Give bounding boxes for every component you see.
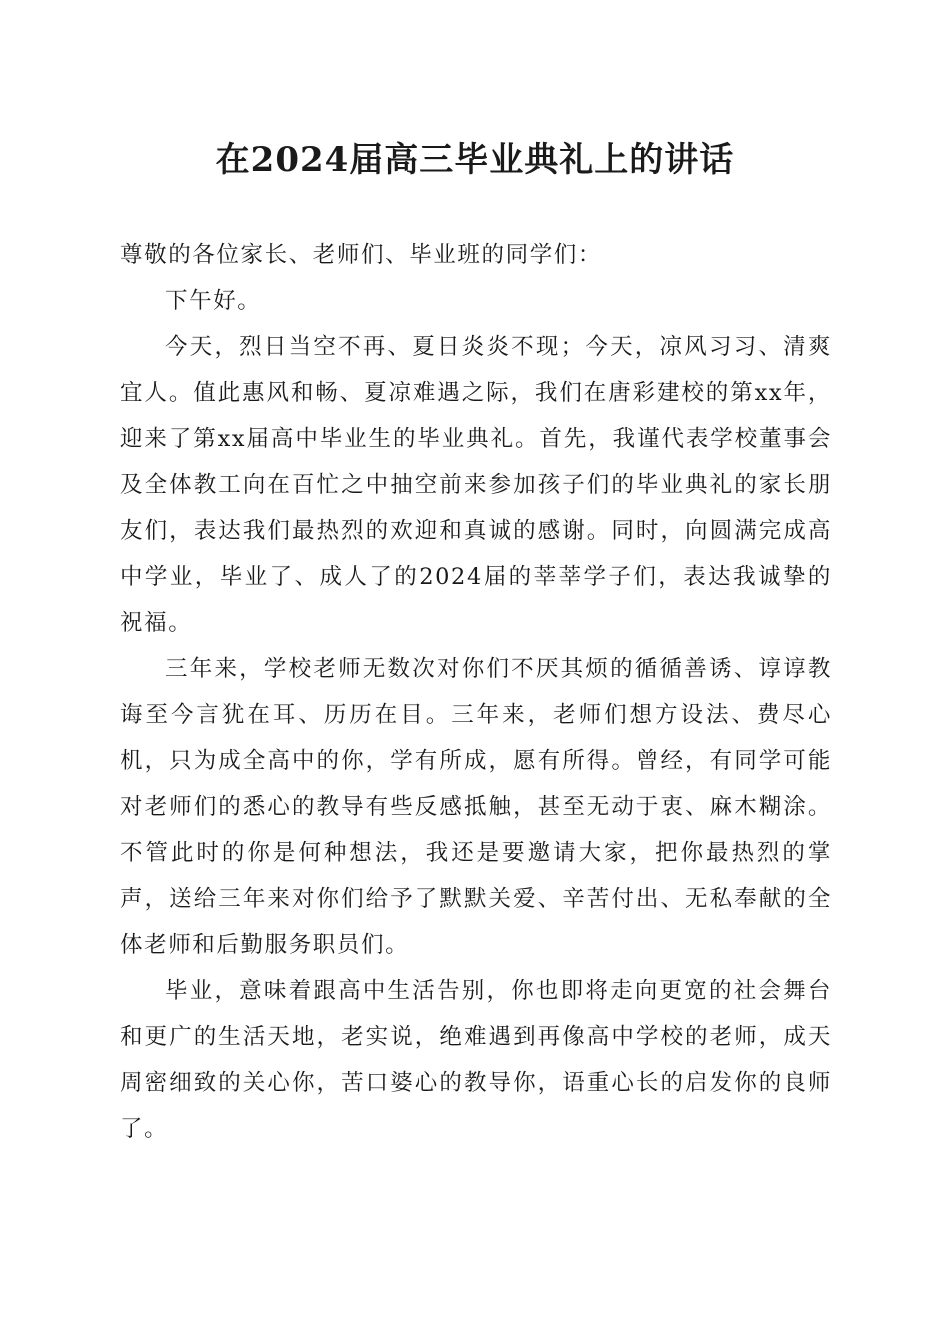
paragraph-greeting: 下午好。	[165, 288, 262, 314]
document-body	[120, 232, 832, 1152]
paragraph-farewell: 毕业，意味着跟高中生活告别，你也即将走向更宽的社会舞台和更广的生活天地，老实说，绝难遇到再像高中学校的老师，成天周密细致的关心你，苦口婆心的教导你，语重心长的启发你的良师了。	[120, 978, 832, 1142]
paragraph-teachers: 三年来，学校老师无数次对你们不厌其烦的循循善诱、谆谆教诲至今言犹在耳、历历在目。三年来，老师们想方设法、费尽心机，只为成全高中的你，学有所成，愿有所得。曾经，有同学可能对老师们的悉心的教导有些反感抵触，甚至无动于衷、麻木糊涂。不管此时的你是何种想法，我还是要邀请大家，把你最热烈的掌声，送给三年来对你们给予了默默关爱、辛苦付出、无私奉献的全体老师和后勤服务职员们。	[120, 656, 832, 958]
paragraph-welcome: 今天，烈日当空不再、夏日炎炎不现；今天，凉风习习、清爽宜人。值此惠风和畅、夏凉难遇之际，我们在唐彩建校的第xx年，迎来了第xx届高中毕业生的毕业典礼。首先，我谨代表学校董事会及全体教工向在百忙之中抽空前来参加孩子们的毕业典礼的家长朋友们，表达我们最热烈的欢迎和真诚的感谢。同时，向圆满完成高中学业，毕业了、成人了的2024届的莘莘学子们，表达我诚挚的祝福。	[120, 334, 832, 636]
salutation: 尊敬的各位家长、老师们、毕业班的同学们：	[120, 242, 603, 268]
document-title: 在2024届高三毕业典礼上的讲话	[215, 140, 735, 180]
